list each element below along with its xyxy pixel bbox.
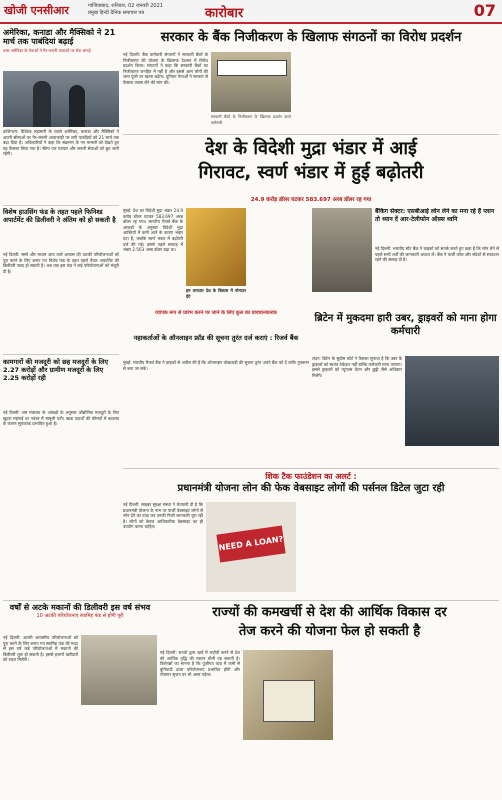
usa-story-head [3, 28, 119, 70]
forex-deck: 24.9 करोड़ डॉलर घटकर 583.697 अरब डॉलर रह गया [250, 197, 372, 203]
fraud-body-2 [300, 502, 499, 598]
date-line-1: गाजियाबाद, शनिवार, 02 जनवरी 2021 [88, 3, 163, 9]
date-line-2: प्रमुख हिन्दी दैनिक समाचार पत्र [88, 10, 145, 16]
bank-notice-head [123, 334, 309, 358]
forex-sub-headline: व्यापक रूप से प्रारंभ करने पर जाने के लिए कुल का प्रावधानकारक [155, 310, 277, 316]
masthead [0, 0, 502, 24]
banking-headline: बैंकिंग सेक्टर: एसबीआई लोन लेने का मना रहे हैं प्लान तो ध्यान दें आर-टेलीफोन ऑफ़्स ध्वनि [375, 208, 495, 223]
states-headline-1: राज्यों की कमखर्ची से देश की आर्थिक विकास दर [212, 605, 447, 620]
housing-head [3, 208, 119, 250]
newspaper-logo: खोजी एनसीआर [4, 4, 69, 17]
protest-head [123, 28, 499, 50]
housing-body: नई दिल्ली: सस्ते और मध्यम आय वाले आवास की अटकी परियोजनाओं को पूरा करने के लिए बनाए गए विशेष फंड के तहत पहले तैयार अपार्टमेंट की डिलीवरी जल्द हो सकती है। अब तक इस फंड ने कई परियोजनाओं को मंजूरी दी है। [3, 252, 119, 274]
banking-head [375, 208, 499, 244]
section-title: कारोबार [205, 6, 244, 21]
fraud-headline: प्रधानमंत्री योजना लोन की फेक वेबसाइट लोगों की पर्सनल डिटेल जुटा रही [177, 483, 445, 494]
fraud-photo [206, 502, 296, 592]
usa-photo [3, 71, 119, 127]
homes-head [3, 603, 157, 633]
britain-body: लंदन: ब्रिटेन के सुप्रीम कोर्ट ने फैसला सुनाया है कि उबर के ड्राइवरों को स्वतंत्र ठेकेदार नहीं बल्कि कर्मचारी माना जाएगा। इससे ड्राइवरों को न्यूनतम वेतन और छुट्टी जैसे अधिकार मिलेंगे। [312, 356, 402, 378]
homes-headline: वर्षों से अटके मकानों की डिलीवरी इस वर्ष संभव [9, 603, 151, 612]
laborers-head [3, 358, 119, 408]
forex-headline-1: देश के विदेशी मुद्रा भंडार में आई [205, 138, 417, 159]
bank-notice-headline: नहाकर्ताओं के ऑनलाइन फ्रॉड की सूचना तुरंत दर्ज कराएं : रिजर्व बैंक [133, 334, 299, 342]
states-body-2 [336, 650, 499, 795]
forex-head [123, 137, 499, 195]
divider [3, 600, 499, 601]
bank-notice-body: मुंबई: भारतीय रिजर्व बैंक ने ग्राहकों से अपील की है कि ऑनलाइन धोखाधड़ी की सूचना तुरंत अपने बैंक को दें ताकि नुकसान से बचा जा सके। [123, 360, 309, 371]
divider [3, 354, 119, 355]
forex-body-2 [249, 208, 309, 308]
laborers-headline: कामगारों की मजदूरी को छह मजदूरों के लिए 2.27 करोड़ों और ग्रामीण मजदूरों के लिए 2.25 करोड़ों रही [3, 358, 109, 382]
states-body: नई दिल्ली: राज्यों द्वारा खर्च में कटौती करने से देश की आर्थिक वृद्धि की रफ्तार धीमी पड़ सकती है। विशेषज्ञों का मानना है कि पूंजीगत व्यय में कमी से बुनियादी ढांचा परियोजनाएं प्रभावित होंगी और रोजगार सृजन पर भी असर पड़ेगा। [160, 650, 240, 678]
usa-deck: उत्तर अमेरिका के नेताओं ने गैर-जरूरी यात्राओं पर रोक लगाई [3, 48, 91, 53]
homes-body-2 [81, 707, 157, 795]
divider [3, 205, 119, 206]
fraud-headline-prefix: शिक टैक फाउंडेशन का अलर्ट : [265, 472, 357, 481]
date-line [88, 3, 163, 17]
laborers-body: नई दिल्ली: श्रम मंत्रालय के आंकड़ों के अनुसार औद्योगिक मजदूरों के लिए खुदरा महंगाई दर नवंबर में मामूली घटी। खाद्य पदार्थों की कीमतों में बदलाव के कारण सूचकांक प्रभावित हुआ है। [3, 410, 119, 427]
forex-photo-2-caption [312, 294, 372, 310]
forex-photo-caption: हम लगातार देश के विकास में योगदान देंगे [186, 288, 246, 299]
fraud-head [123, 472, 499, 498]
protest-body-2 [294, 52, 499, 132]
protest-caption: सरकारी बैंकों के निजीकरण के खिलाफ प्रदर्शन करते कर्मचारी [211, 114, 291, 125]
states-headline-2: तेज करने की योजना फेल हो सकती है [238, 624, 421, 639]
forex-body: मुंबई: देश का विदेशी मुद्रा भंडार 24.9 करोड़ डॉलर घटकर 583.697 अरब डॉलर रह गया। भारतीय रिजर्व बैंक के आंकड़ों के अनुसार विदेशी मुद्रा आस्तियों में कमी आने के कारण भंडार घटा है, जबकि स्वर्ण भंडार में बढ़ोतरी दर्ज की गई। इससे पहले सप्ताह में भंडार 2.563 अरब डॉलर बढ़ा था। [123, 208, 183, 253]
forex-photo [186, 208, 246, 286]
divider [123, 468, 499, 469]
britain-head [312, 312, 499, 352]
usa-body: वाशिंगटन: वैश्विक महामारी के चलते अमेरिका, कनाडा और मैक्सिको ने अपनी सीमाओं पर गैर-जरूरी आवाजाही पर लगी पाबंदियों को 21 मार्च तक बढ़ा दिया है। अधिकारियों ने कहा कि संक्रमण के नए मामलों को देखते हुए यह फैसला लिया गया है। सीमा पार व्यापार और जरूरी सेवाओं को छूट जारी रहेगी। [3, 129, 119, 157]
protest-body: नई दिल्ली: बैंक कर्मचारी संगठनों ने सरकारी बैंकों के निजीकरण की योजना के खिलाफ देशभर में विरोध प्रदर्शन किया। संगठनों ने कहा कि सरकारी बैंकों का निजीकरण जनहित में नहीं है और इससे आम लोगों की जमा पूंजी पर खतरा बढ़ेगा। यूनियन नेताओं ने सरकार से फैसला वापस लेने की मांग की। [123, 52, 208, 85]
homes-body: नई दिल्ली: अटकी आवासीय परियोजनाओं को पूरा करने के लिए बनाए गए स्वामिह फंड की मदद से इस वर्ष कई परियोजनाओं में मकानों की डिलीवरी शुरू हो सकती है। इससे हजारों खरीदारों को राहत मिलेगी। [3, 635, 78, 663]
gdp-card [263, 680, 315, 722]
divider [123, 134, 499, 135]
forex-photo-2 [312, 208, 372, 292]
need-loan-sign: NEED A LOAN? [216, 526, 285, 563]
fraud-body: नई दिल्ली: साइबर सुरक्षा संस्था ने चेतावनी दी है कि प्रधानमंत्री योजना के नाम पर फर्जी वेबसाइट लोगों से लोन देने का वादा कर उनकी निजी जानकारी चुरा रही है। लोगों को केवल आधिकारिक वेबसाइट का ही उपयोग करना चाहिए। [123, 502, 203, 530]
britain-headline: ब्रिटेन में मुकदमा हारी उबर, ड्राइवरों को माना होगा कर्मचारी [314, 313, 497, 337]
states-photo [243, 650, 333, 740]
forex-headline-2: गिरावट, स्वर्ण भंडार में हुई बढ़ोतरी [198, 162, 424, 183]
forex-deck-wrap [123, 196, 499, 205]
usa-headline: अमेरिका, कनाडा और मैक्सिको ने 21 मार्च तक पाबंदियां बढ़ाई [3, 28, 116, 46]
banking-body: नई दिल्ली: भारतीय स्टेट बैंक ने ग्राहकों को सतर्क करते हुए कहा है कि लोन लेने से पहले सभी शर्तों की जानकारी अवश्य लें। बैंक ने फर्जी कॉल और संदेशों से सावधान रहने की सलाह दी है। [375, 246, 499, 263]
protest-photo [211, 52, 291, 112]
page-number: 07 [473, 1, 496, 20]
homes-photo [81, 635, 157, 705]
britain-photo [405, 356, 499, 446]
housing-headline: विशेष हाउसिंग फंड के तहत पहले फिनिश्ड अपार्टमेंट की डिलीवरी ने अंतिम को हो सकती है [3, 208, 116, 224]
homes-deck: 10 अटकी परियोजनाएं स्वामिह फंड से होंगी पूरी [36, 613, 124, 619]
protest-headline: सरकार के बैंक निजीकरण के खिलाफ संगठनों का विरोध प्रदर्शन [160, 30, 462, 45]
states-head [160, 603, 499, 647]
